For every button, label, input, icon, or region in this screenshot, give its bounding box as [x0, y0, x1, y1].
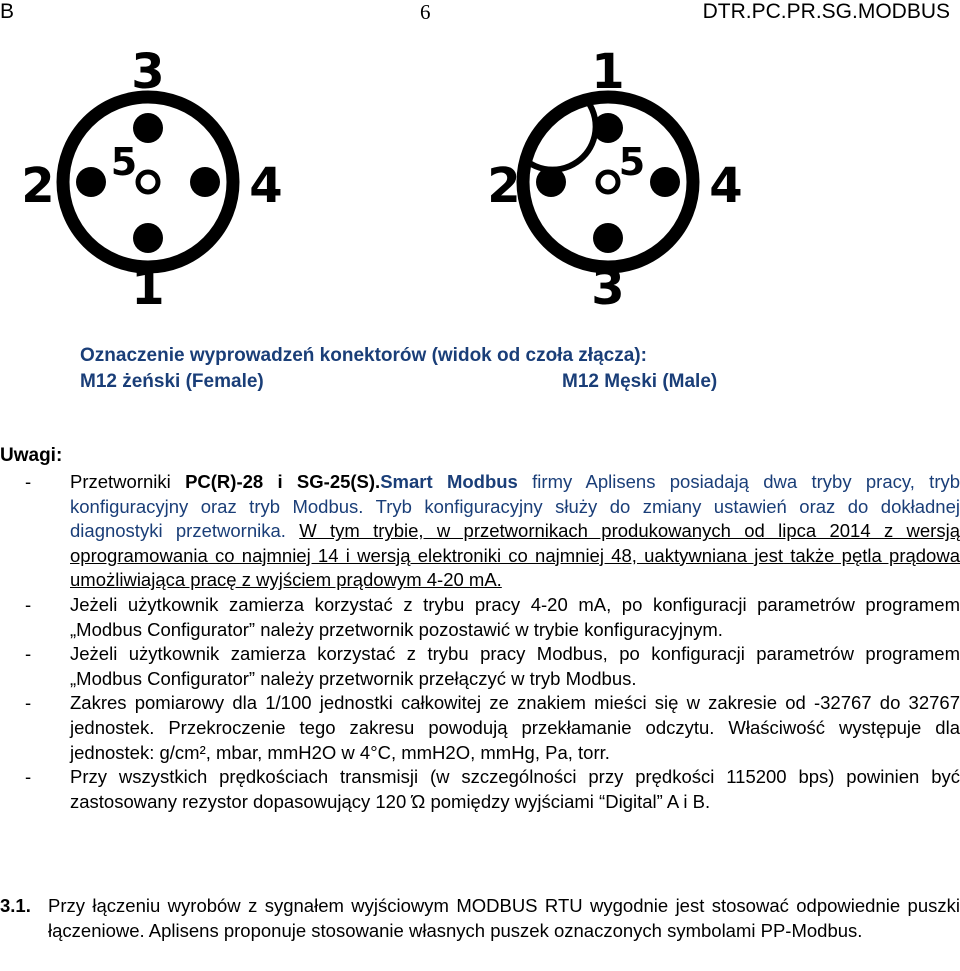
pin-label-center: 5 — [110, 140, 138, 184]
pin-label-right: 4 — [249, 158, 283, 214]
note-1-body: firmy Aplisens posiadają dwa tryby pracy, tryb konfiguracyjny oraz tryb Modbus. Tryb konfiguracyjny służy do zmiany ustawień oraz do dokładnej diagnostyki przetwornika. — [70, 471, 960, 542]
section-text: Przy łączeniu wyrobów z sygnałem wyjściowym MODBUS RTU wygodnie jest stosować odpowiednie puszki łączeniowe. Aplisens proponuje stosowanie własnych puszek oznaczonych symbolami PP-Modbus. — [48, 895, 960, 941]
pin-label-center: 5 — [618, 140, 646, 184]
pin-4 — [190, 167, 220, 197]
pin-3 — [593, 223, 623, 253]
connector-type-caption — [80, 369, 718, 395]
connector-caption: Oznaczenie wyprowadzeń konektorów (widok od czoła złącza): — [80, 345, 647, 366]
bullet-dash: - — [25, 692, 32, 714]
female-label: M12 żeński (Female) — [80, 371, 264, 392]
note-2 — [0, 593, 960, 642]
note-1 — [0, 470, 960, 593]
document-code: DTR.PC.PR.SG.MODBUS — [702, 0, 950, 23]
page-number: 6 — [420, 0, 431, 24]
bullet-dash: - — [25, 643, 32, 665]
pin-1 — [593, 113, 623, 143]
note-1-models: PC(R)-28 i SG-25(S). — [185, 471, 381, 492]
note-2-text: Jeżeli użytkownik zamierza korzystać z trybu pracy 4-20 mA, po konfiguracji parametrów programem „Modbus Configurator” należy przetwornik pozostawić w trybie konfiguracyjnym. — [70, 593, 960, 640]
note-1-pre: Przetworniki — [70, 471, 186, 492]
note-4 — [0, 691, 960, 765]
pin-label-bottom: 3 — [591, 260, 625, 310]
note-1-underlined: W tym trybie, w przetwornikach produkowanych od lipca 2014 z wersją oprogramowania co najmniej 14 i wersją elektroniki co najmniej 48, uaktywniana jest także pętla prądowa umożliwiająca pracę z wyjściem prądowym 4-20 mA. — [70, 520, 960, 591]
notes-list — [0, 470, 960, 814]
note-5-text: Przy wszystkich prędkościach transmisji (w szczególności przy prędkości 115200 bps) powinien być zastosowany rezystor dopasowujący 120 Ώ pomiędzy wyjściami “Digital” A i B. — [70, 766, 960, 812]
female-connector-diagram — [20, 50, 290, 310]
pin-label-top: 3 — [131, 50, 165, 100]
bullet-dash: - — [25, 766, 32, 788]
section-number: 3.1. — [0, 895, 31, 916]
pin-5 — [598, 172, 618, 192]
pin-label-bottom: 1 — [131, 260, 165, 310]
pin-label-left: 2 — [21, 158, 55, 214]
bullet-dash: - — [25, 471, 32, 492]
bullet-dash: - — [25, 593, 32, 615]
pin-5 — [138, 172, 158, 192]
pin-2 — [76, 167, 106, 197]
male-connector-diagram — [480, 50, 760, 310]
note-5 — [0, 765, 960, 814]
pin-2 — [536, 167, 566, 197]
male-label: M12 Męski (Male) — [562, 371, 718, 392]
pin-label-right: 4 — [709, 158, 743, 214]
note-3 — [0, 642, 960, 691]
pin-label-top: 1 — [591, 50, 625, 100]
note-4-text: Zakres pomiarowy dla 1/100 jednostki całkowitej ze znakiem mieści się w zakresie od -32767 do 32767 jednostek. Przekroczenie tego zakresu powodują przekłamanie odczytu. Właściwość występuje dla jednostek: g/cm², mbar, mmH2O w 4°C, mmH2O, mmHg, Pa, torr. — [70, 692, 960, 763]
notes-title: Uwagi: — [0, 445, 63, 466]
pin-3 — [133, 113, 163, 143]
pin-4 — [650, 167, 680, 197]
note-1-product: Smart Modbus — [380, 471, 518, 492]
pin-1 — [133, 223, 163, 253]
header-left: B — [0, 0, 15, 23]
section-3-1 — [0, 894, 960, 943]
pin-label-left: 2 — [487, 158, 521, 214]
note-3-text: Jeżeli użytkownik zamierza korzystać z trybu pracy Modbus, po konfiguracji parametrów programem „Modbus Configurator” należy przetwornik przełączyć w tryb Modbus. — [70, 643, 960, 689]
